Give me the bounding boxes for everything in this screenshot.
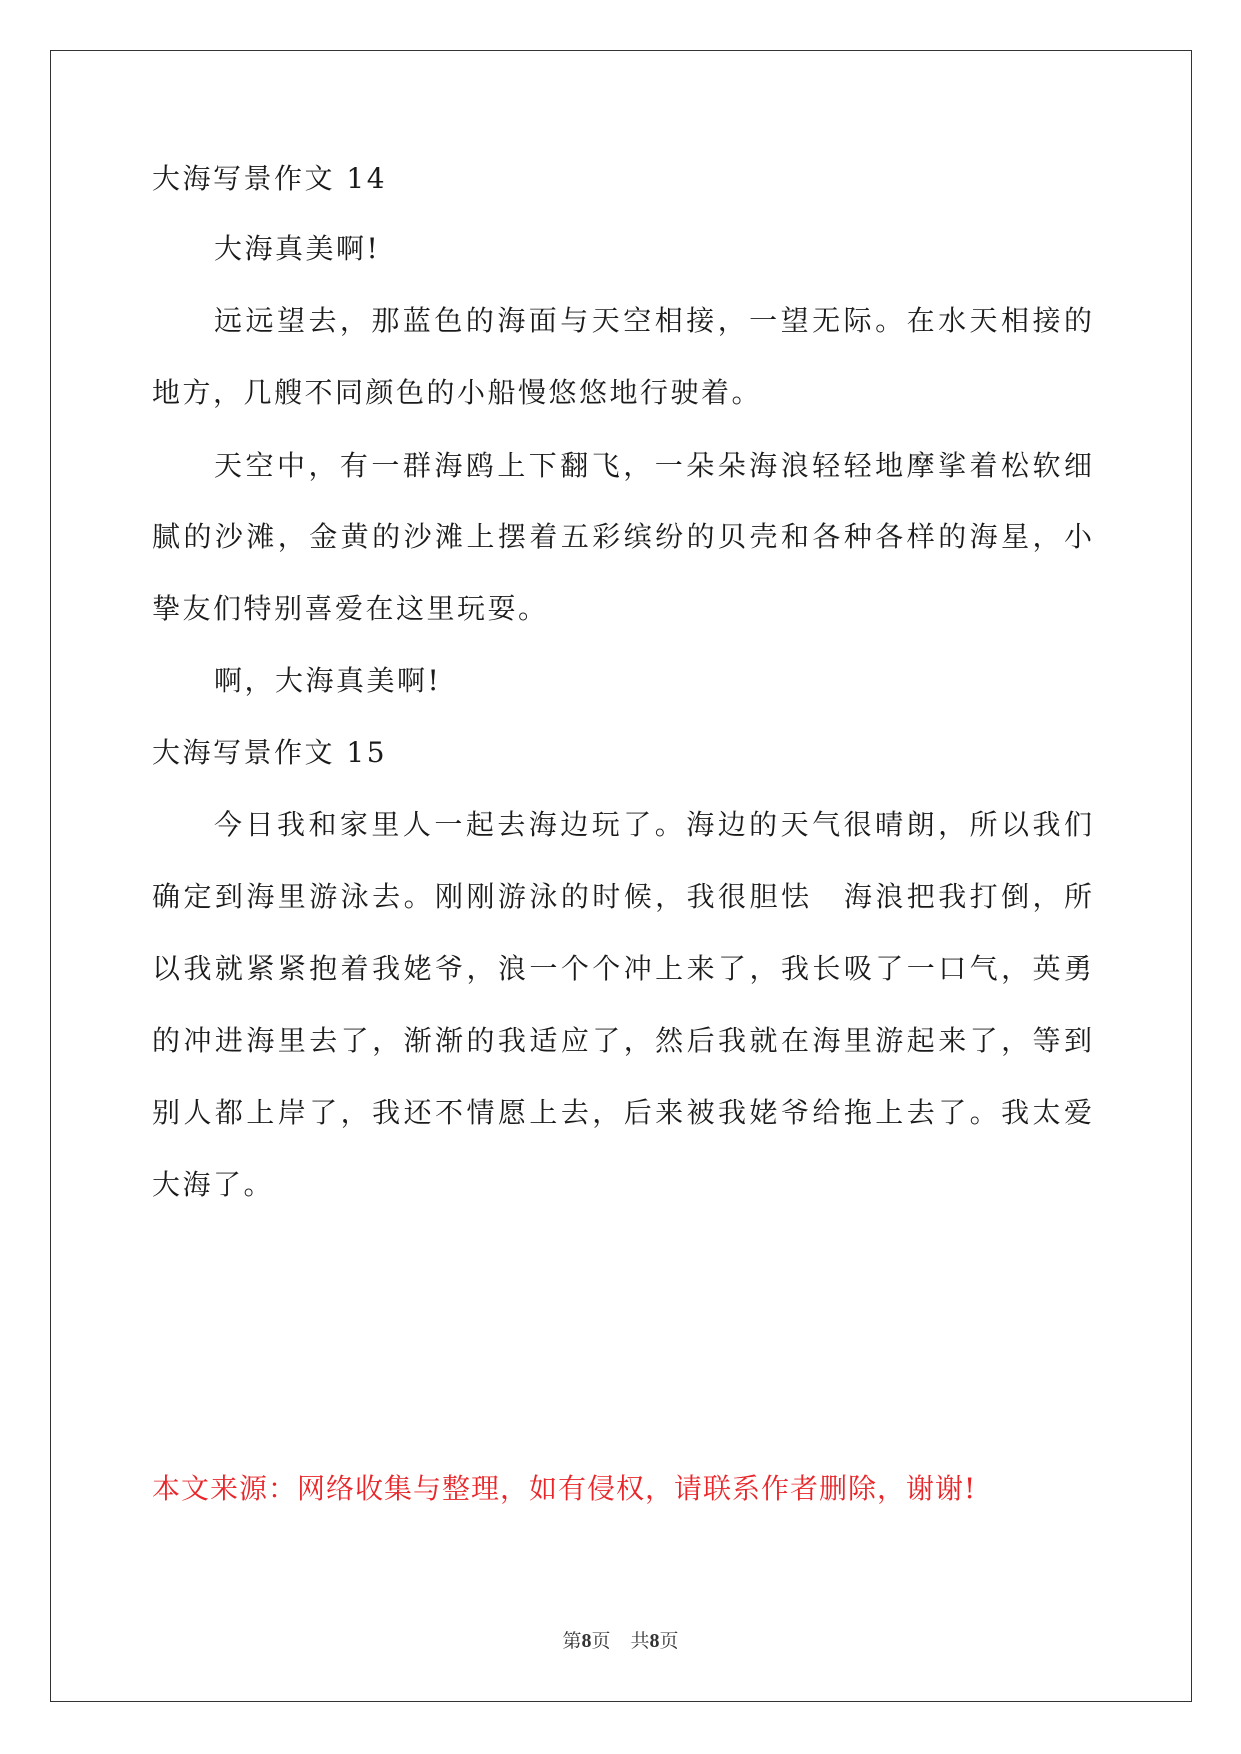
essay-14-paragraph-1-line-1: 大海真美啊! [214,232,381,265]
page-border [50,50,1192,1702]
essay-15-paragraph-1-line-5: 别人都上岸了，我还不情愿上去，后来被我姥爷给拖上去了。我太爱 [152,1096,1092,1129]
essay-15-paragraph-1-line-4: 的冲进海里去了，渐渐的我适应了，然后我就在海里游起来了，等到 [152,1024,1092,1057]
essay-14-paragraph-3-line-1: 天空中，有一群海鸥上下翻飞，一朵朵海浪轻轻地摩挲着松软细 [214,449,1092,482]
essay-14-paragraph-3-line-3: 挚友们特别喜爱在这里玩耍。 [152,592,549,625]
footer-total-prefix: 共 [630,1630,650,1652]
essay-15-paragraph-1-line-2: 确定到海里游泳去。刚刚游泳的时候，我很胆怯 海浪把我打倒，所 [152,880,1092,913]
footer-total-label: 页 [659,1630,679,1652]
essay-15-title: 大海写景作文 15 [152,736,388,769]
essay-15-paragraph-1-line-1: 今日我和家里人一起去海边玩了。海边的天气很晴朗，所以我们 [214,808,1092,841]
footer-page-prefix: 第 [562,1630,582,1652]
footer-page-total: 8 [649,1630,660,1652]
essay-15-paragraph-1-line-3: 以我就紧紧抱着我姥爷，浪一个个冲上来了，我长吸了一口气，英勇 [152,952,1092,985]
essay-14-paragraph-4-line-1: 啊，大海真美啊! [214,664,442,697]
source-disclaimer: 本文来源：网络收集与整理，如有侵权，请联系作者删除，谢谢! [152,1472,977,1505]
footer-page-current: 8 [581,1630,592,1652]
essay-14-paragraph-3-line-2: 腻的沙滩，金黄的沙滩上摆着五彩缤纷的贝壳和各种各样的海星，小 [152,520,1092,553]
footer-page-label: 页 [591,1630,611,1652]
page-footer [0,1632,1241,1651]
essay-14-title: 大海写景作文 14 [152,162,388,195]
essay-14-paragraph-2-line-1: 远远望去，那蓝色的海面与天空相接，一望无际。在水天相接的 [214,304,1092,337]
essay-15-paragraph-1-line-6: 大海了。 [152,1168,275,1201]
essay-14-paragraph-2-line-2: 地方，几艘不同颜色的小船慢悠悠地行驶着。 [152,376,763,409]
